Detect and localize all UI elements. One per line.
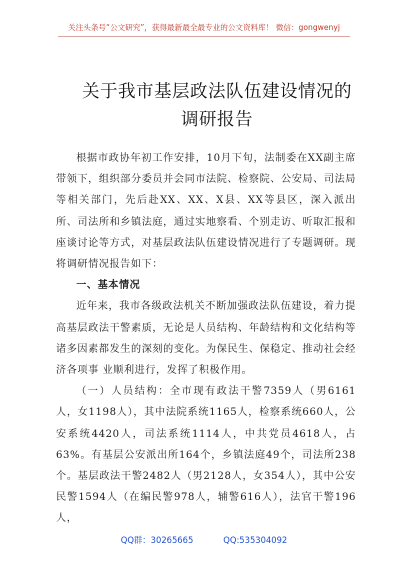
section-paragraph-personnel-structure: （一）人员结构：全市现有政法干警7359人（男6161人，女1198人），其中法院系统1165人，检察系统660人，公安系统4420人，司法系统1114人，中共党员4618人，占63%。有基层公安派出所164个，乡镇法庭49个，司法所238个。基层政法干警2482人（男2128人，女354人），其中公安民警1594人（在编民警978人，辅警616人），法官干警196人，: [56, 386, 356, 525]
document-body: [56, 148, 356, 530]
footer-contact: [0, 534, 408, 546]
intro-paragraph: 根据市政协年初工作安排，10月下旬，法制委在XX副主席带领下，组织部分委员并会同市法院、检察院、公安局、司法局等相关部门，先后赴XX、XX、X县、XX等县区，深入派出所、司法所和乡镇法庭，通过实地察看、个别走访、听取汇报和座谈讨论等方式，对基层政法队伍建设情况进行了专题调研。现将调研情况报告如下：: [56, 153, 356, 271]
document-title: 关于我市基层政法队伍建设情况的调研报告: [82, 82, 352, 130]
footer-qq: QQ:535304092: [223, 535, 288, 545]
header-divider: [58, 36, 350, 37]
footer-qq-group: QQ群：30265665: [120, 535, 194, 545]
section-heading-basic-situation: 一、基本情况: [76, 280, 141, 292]
header-banner: 关注头条号“公文研究”，获得最新最全最专业的公文资料库！ 微信：gongwenyj: [68, 23, 340, 32]
section-paragraph-overview: 近年来，我市各级政法机关不断加强政法队伍建设，着力提高基层政法干警素质，无论是人员结构、年龄结构和文化结构等诸多因素都发生的深刻的变化。为保民生、保稳定、推动社会经济各项事 业顺利进行，发挥了积极作用。: [56, 301, 356, 377]
